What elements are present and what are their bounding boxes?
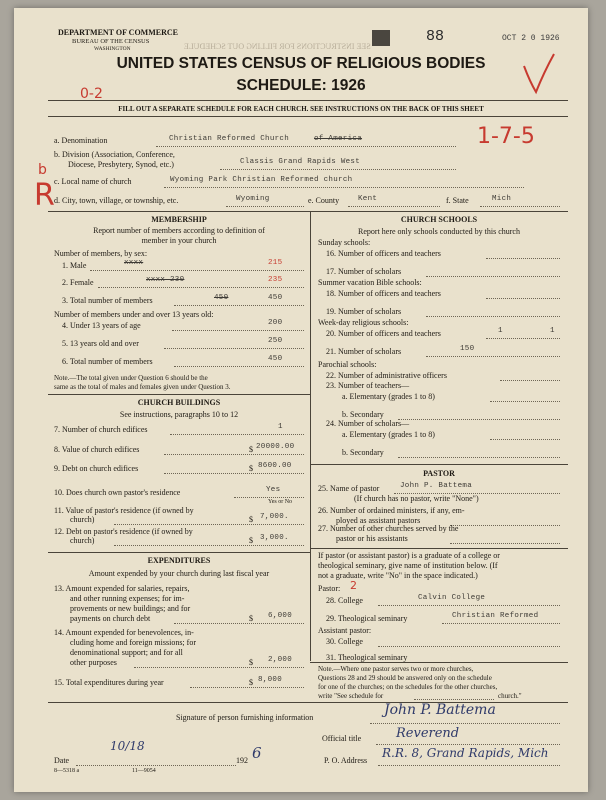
pastor-note-4: write "See schedule for <box>318 692 384 700</box>
q6-value: 450 <box>268 355 283 363</box>
q11-label-2: church) <box>70 515 95 524</box>
q29-label: 29. Theological seminary <box>326 614 408 623</box>
q13-label-1: 13. Amount expended for salaries, repairs, <box>54 584 190 593</box>
official-title-value: Reverend <box>396 726 460 741</box>
q20-value-b: 1 <box>550 327 555 335</box>
q23a-label: a. Elementary (grades 1 to 8) <box>342 392 435 401</box>
expenditures-sub: Amount expended by your church during last fiscal year <box>88 569 270 578</box>
q14-label-2: cluding home and foreign missions; for <box>70 638 196 647</box>
stamp-block <box>372 30 390 46</box>
denomination-label: a. Denomination <box>54 136 108 145</box>
q13-label-2: and other running expenses; for im- <box>70 594 185 603</box>
membership-sub-2: member in your church <box>141 236 217 245</box>
city-value: Wyoming <box>236 195 270 203</box>
pastor-title: PASTOR <box>423 469 455 478</box>
q26-label-2: ployed as assistant pastors <box>336 516 421 525</box>
address-label: P. O. Address <box>324 756 368 765</box>
q2-label: 2. Female <box>62 278 94 287</box>
q25-label: 25. Name of pastor <box>318 484 380 493</box>
q9-label: 9. Debt on church edifices <box>54 464 139 473</box>
q25-note: (If church has no pastor, write "None") <box>354 494 479 503</box>
by-sex-label: Number of members, by sex: <box>54 249 148 258</box>
q23-label: 23. Number of teachers— <box>326 381 410 390</box>
q28-value: Calvin College <box>418 594 486 602</box>
schedule-title: SCHEDULE: 1926 <box>236 77 366 94</box>
year-value: 6 <box>252 744 262 762</box>
q14-label-3: denominational support; and for all <box>70 648 183 657</box>
q1-label: 1. Male <box>62 261 87 270</box>
page-title: UNITED STATES CENSUS OF RELIGIOUS BODIES <box>116 55 486 72</box>
city-label: d. City, town, village, or township, etc. <box>54 196 179 205</box>
county-value: Kent <box>358 195 378 203</box>
q2-value: 235 <box>268 276 283 284</box>
division-label-2: Diocese, Presbytery, Synod, etc.) <box>68 160 174 169</box>
check-mark-icon <box>520 52 556 96</box>
membership-note-1: Note.—The total given under Question 6 should be the <box>54 374 208 382</box>
q23b-label: b. Secondary <box>342 410 384 419</box>
age-label: Number of members under and over 13 years old: <box>54 310 214 319</box>
summer-label: Summer vacation Bible schools: <box>318 278 422 287</box>
local-name-value: Wyoming Park Christian Reformed church <box>170 176 353 184</box>
q22-label: 22. Number of administrative officers <box>326 371 447 380</box>
q13-value: 6,000 <box>268 612 293 620</box>
q24-label: 24. Number of scholars— <box>326 419 410 428</box>
parochial-label: Parochial schools: <box>318 360 377 369</box>
denomination-struck: of America <box>314 135 363 143</box>
schools-title: CHURCH SCHOOLS <box>400 215 478 224</box>
handwritten-code: 0-2 <box>80 86 103 102</box>
q7-label: 7. Number of church edifices <box>54 425 148 434</box>
q11-value: 7,000. <box>260 513 289 521</box>
q24a-label: a. Elementary (grades 1 to 8) <box>342 430 435 439</box>
q10-label: 10. Does church own pastor's residence <box>54 488 181 497</box>
form-number: 8—5318 a <box>54 768 80 774</box>
q31-label: 31. Theological seminary <box>326 653 408 662</box>
q16-label: 16. Number of officers and teachers <box>326 249 441 258</box>
buildings-sub: See instructions, paragraphs 10 to 12 <box>119 410 239 419</box>
year-prefix: 192 <box>236 756 248 765</box>
q8-value: 20000.00 <box>256 443 295 451</box>
instructions: FILL OUT A SEPARATE SCHEDULE FOR EACH CHURCH. SEE INSTRUCTIONS ON THE BACK OF THIS SHEET <box>118 105 484 113</box>
signature-value: John P. Battema <box>384 702 496 718</box>
signature-label: Signature of person furnishing information <box>176 713 314 722</box>
local-name-label: c. Local name of church <box>54 177 132 186</box>
bureau: BUREAU OF THE CENSUS <box>72 38 150 45</box>
denomination-value: Christian Reformed Church <box>169 135 290 143</box>
date-label: Date <box>54 756 70 765</box>
mark-b: b <box>38 162 47 178</box>
pastor-note-2: Questions 28 and 29 should be answered only on the schedule <box>318 674 492 682</box>
q12-label-1: 12. Debt on pastor's residence (if owned by <box>54 527 193 536</box>
q24b-label: b. Secondary <box>342 448 384 457</box>
date-value: 10/18 <box>110 739 145 753</box>
mark-r: R <box>34 178 55 213</box>
assistant-label: Assistant pastor: <box>318 626 372 635</box>
file-code: 1-7-5 <box>477 124 535 149</box>
schools-sub: Report here only schools conducted by this church <box>358 227 520 236</box>
city: WASHINGTON <box>94 46 131 52</box>
q21-label: 21. Number of scholars <box>326 347 402 356</box>
official-title-label: Official title <box>322 734 362 743</box>
q1-struck: xxxx <box>124 259 144 267</box>
q18-label: 18. Number of officers and teachers <box>326 289 441 298</box>
expenditures-title: EXPENDITURES <box>147 556 211 565</box>
q5-label: 5. 13 years old and over <box>62 339 139 348</box>
state-label: f. State <box>446 196 469 205</box>
q13-label-4: payments on church debt <box>70 614 151 623</box>
pastor-note-3: for one of the churches; on the schedules for the other churches, <box>318 683 498 691</box>
pastor-note-5: church." <box>498 692 522 700</box>
q25-value: John P. Battema <box>400 482 473 490</box>
q11-label-1: 11. Value of pastor's residence (if owned by <box>54 506 194 515</box>
q3-label: 3. Total number of members <box>62 296 153 305</box>
division-value: Classis Grand Rapids West <box>240 158 361 166</box>
census-form: SEE INSTRUCTIONS FOR FILLING OUT SCHEDULE DEPARTMENT OF COMMERCE BUREAU OF THE CENSUS WASHINGTON 88 OCT 2 0 1926 UNITED STATES CENSUS OF RELIGIOUS BODIES SCHEDULE: 1926 0-2 FILL OUT A SEPARATE SCHEDULE FOR EACH CHURCH. SEE INSTRUCTIONS ON THE BACK OF THIS SHEET 1-7-5 b R a. Denomination Christian Reformed Church of America b. Division (Association, Conference, Diocese, Presbytery, Synod, etc.) Classis Grand Rapids West c. Local name of church Wyoming Park Christian Reformed church d. City, town, village, or township, etc. Wyoming e. County Kent f. State Mich MEMBERSHIP Report number of members according to definition of member in your church Number of members, by sex: 1. Male xxxx 215 2. Female xxxx 230 235 3. Total number of members 450 450 Number of members under and over 13 years old: 4. Under 13 years of age 200 5. 13 years old and over 250 6. Total number of members 450 Note.—The total given under Question 6 should be the same as the total of males and females given under Question 3. CHURCH BUILDINGS See instructions, paragraphs 10 to 12 7. Number of church edifices 1 8. Value of church edifices $ 20000.00 9. Debt on church edifices $ 8600.00 10. Does church own pastor's residence Yes Yes or No 11. Value of pastor's residence (if owned by church) $ 7,000. 12. Debt on pastor's residence (if owned by church) $ 3,000. EXPENDITURES Amount expended by your church during last fiscal year 13. Amount expended for salaries, repairs, and other running expenses; for im- provements or new buildings; and for payments on church debt $ 6,000 14. Amount expended for benevolences, in- cluding home and foreign missions; for denominational support; and for all other purposes $ 2,000 15. Total expenditures during year $ 8,000 CHURCH SCHOOLS Report here only schools conducted by this church Sunday schools: 16. Number of officers and teachers 17. Number of scholars Summer vacation Bible schools: 18. Number of officers and teachers 19. Number of scholars Week-day religious schools: 20. Number of officers and teachers 1 1 21. Number of scholars 150 Parochial schools: 22. Number of administrative officers 23. Number of teachers— a. Elementary (grades 1 to 8) b. Secondary 24. Number of scholars— a. Elementary (grades 1 to 8) b. Secondary PASTOR 25. Name of pastor John P. Battema (If church has no pastor, write "None") 26. Number of ordained ministers, if any, em- ployed as assistant pastors 27. Number of other churches served by the pastor or his assistants If pastor (or assistant pastor) is a graduate of a college or theological seminary, give name of institution below. (If not a graduate, write "No" in the space indicated.) Pastor: 2 28. College Calvin College 29. Theological seminary Christian Reformed Assistant pastor: 30. College 31. Theological seminary Note.—Where one pastor serves two or more churches, Questions 28 and 29 should be answered only on the schedule for one of the churches; on the schedules for the other churches, write "See schedule for church." Signature of person furnishing information John P. Battema Official title Reverend Date 10/18 192 6 P. O. Address R.R. 8, Grand Rapids, Mich 8—5318 a 11—9054 <box>14 8 588 792</box>
yes-no-hint: Yes or No <box>268 499 293 505</box>
q7-value: 1 <box>278 423 283 431</box>
grad-text-3: not a graduate, write "No" in the space indicated.) <box>318 571 478 580</box>
q14-value: 2,000 <box>268 656 293 664</box>
grad-text-1: If pastor (or assistant pastor) is a graduate of a college or <box>318 551 500 560</box>
q4-label: 4. Under 13 years of age <box>62 321 141 330</box>
q27-label-2: pastor or his assistants <box>336 534 408 543</box>
county-label: e. County <box>308 196 340 205</box>
state-value: Mich <box>492 195 512 203</box>
q5-value: 250 <box>268 337 283 345</box>
pastor-sub-label: Pastor: <box>318 584 341 593</box>
q26-label-1: 26. Number of ordained ministers, if any, em- <box>318 506 465 515</box>
membership-title: MEMBERSHIP <box>151 215 207 224</box>
buildings-title: CHURCH BUILDINGS <box>137 398 221 407</box>
q29-value: Christian Reformed <box>452 612 539 620</box>
q14-label-4: other purposes <box>70 658 117 667</box>
q14-label-1: 14. Amount expended for benevolences, in- <box>54 628 194 637</box>
pastor-note-1: Note.—Where one pastor serves two or more churches, <box>318 665 474 673</box>
q15-value: 8,000 <box>258 676 283 684</box>
division-label-1: b. Division (Association, Conference, <box>54 150 175 159</box>
q20-value-a: 1 <box>498 327 503 335</box>
q12-value: 3,000. <box>260 534 289 542</box>
date-stamp: OCT 2 0 1926 <box>502 34 560 43</box>
pastor-mark: 2 <box>350 579 357 592</box>
q21-value: 150 <box>460 345 475 353</box>
q4-value: 200 <box>268 319 283 327</box>
q13-label-3: provements or new buildings; and for <box>70 604 191 613</box>
q28-label: 28. College <box>326 596 363 605</box>
q19-label: 19. Number of scholars <box>326 307 402 316</box>
sunday-label: Sunday schools: <box>318 238 371 247</box>
q6-label: 6. Total number of members <box>62 357 153 366</box>
grad-text-2: theological seminary, give name of institution below. (If <box>318 561 498 570</box>
q1-value: 215 <box>268 259 283 267</box>
address-value: R.R. 8, Grand Rapids, Mich <box>382 746 549 760</box>
membership-note-2: same as the total of males and females given under Question 3. <box>54 383 231 391</box>
q10-value: Yes <box>266 486 281 494</box>
q15-label: 15. Total expenditures during year <box>54 678 164 687</box>
q20-label: 20. Number of officers and teachers <box>326 329 441 338</box>
weekday-label: Week-day religious schools: <box>318 318 409 327</box>
department: DEPARTMENT OF COMMERCE <box>58 28 179 37</box>
q3-struck: 450 <box>214 294 229 302</box>
stamp-number: 88 <box>426 28 445 45</box>
q8-label: 8. Value of church edifices <box>54 445 140 454</box>
reverse-text: SEE INSTRUCTIONS FOR FILLING OUT SCHEDULE <box>184 42 371 51</box>
q2-struck: xxxx 230 <box>146 276 185 284</box>
q17-label: 17. Number of scholars <box>326 267 402 276</box>
q27-label-1: 27. Number of other churches served by the <box>318 524 459 533</box>
membership-sub-1: Report number of members according to definition of <box>93 226 265 235</box>
form-code: 11—9054 <box>132 768 156 774</box>
q3-value: 450 <box>268 294 283 302</box>
q12-label-2: church) <box>70 536 95 545</box>
q30-label: 30. College <box>326 637 363 646</box>
q9-value: 8600.00 <box>258 462 292 470</box>
